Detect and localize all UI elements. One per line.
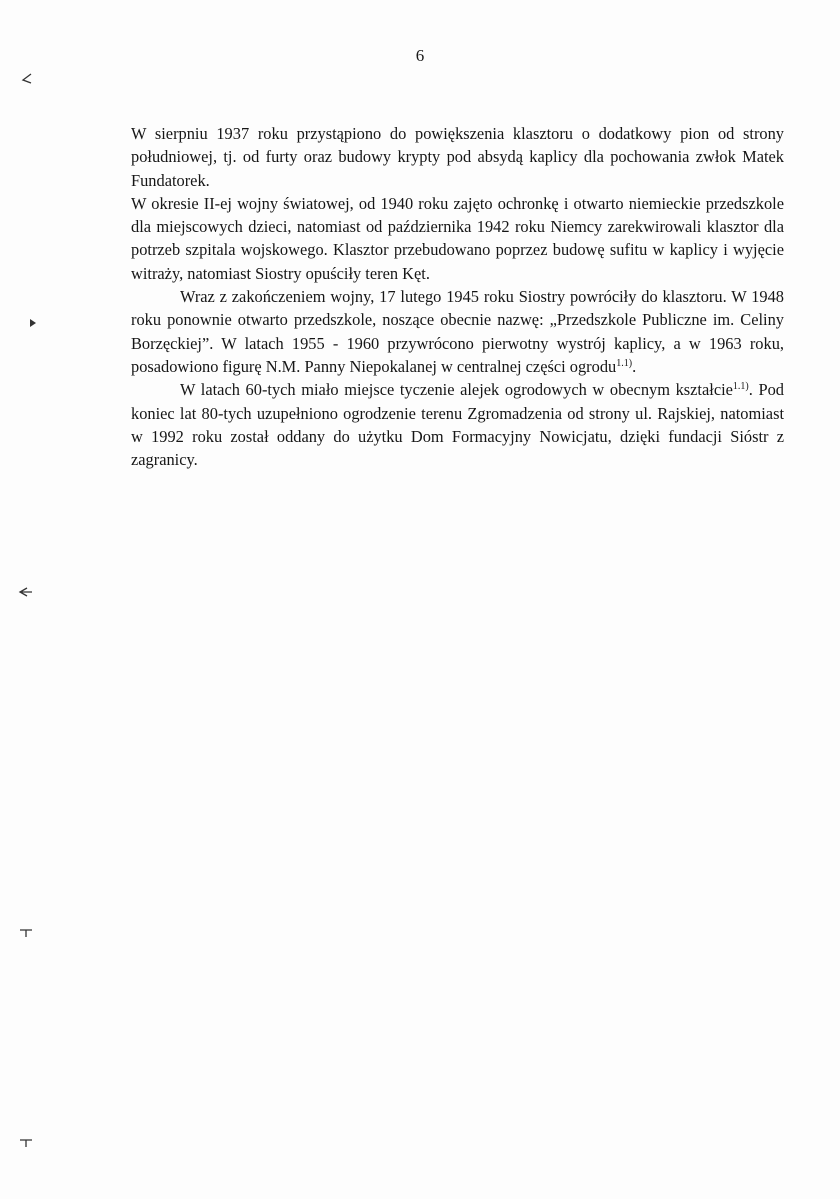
paragraph-1 (131, 122, 784, 192)
scan-mark-icon (20, 72, 34, 86)
footnote-ref: 1.1) (616, 357, 633, 369)
paragraph-2 (131, 192, 784, 285)
scan-mark-icon (18, 1135, 34, 1149)
paragraph-1-text: W sierpniu 1937 roku przystąpiono do powiększenia klasztoru o dodatkowy pion od strony południowej, tj. od furty oraz budowy krypty pod absydą kaplicy dla pochowania zwłok Matek Fundatorek. (131, 124, 784, 190)
scan-mark-icon (26, 316, 40, 330)
body-text (131, 122, 784, 471)
paragraph-4-text: W latach 60-tych miało miejsce tyczenie alejek ogrodowych w obecnym kształcie (180, 380, 733, 400)
paragraph-2-text: W okresie II-ej wojny światowej, od 1940 roku zajęto ochronkę i otwarto niemieckie przedszkole dla miejscowych dzieci, natomiast od października 1942 roku Niemcy zarekwirowali klasztor dla potrzeb szpitala wojskowego. Klasztor przebudowano poprzez budowę sufitu w kaplicy i wyjęcie witraży, natomiast Siostry opuściły teren Kęt. (131, 193, 784, 283)
paragraph-3-text: Wraz z zakończeniem wojny, 17 lutego 1945 roku Siostry powróciły do klasztoru. W 1948 roku ponownie otwarto przedszkole, noszące obecnie nazwę: „Przedszkole Publiczne im. Celiny Borzęckiej”. W latach 1955 - 1960 przywrócono pierwotny wystrój kaplicy, a w 1963 roku, posadowiono figurę N.M. Panny Niepokalanej w centralnej części ogrodu (131, 287, 784, 376)
scan-mark-icon (18, 585, 34, 599)
paragraph-4-tail: . Pod koniec lat 80-tych uzupełniono ogrodzenie terenu Zgromadzenia od strony ul. Rajskiej, natomiast w 1992 roku został oddany do użytku Dom Formacyjny Nowicjatu, dzięki fundacji Sióstr z zagranicy. (131, 380, 784, 470)
footnote-ref: 1.1) (732, 381, 749, 393)
scan-mark-icon (18, 925, 34, 939)
paragraph-4 (131, 378, 784, 471)
paragraph-3 (131, 285, 784, 378)
paragraph-3-tail: . (632, 356, 637, 376)
page-number: 6 (415, 46, 425, 65)
